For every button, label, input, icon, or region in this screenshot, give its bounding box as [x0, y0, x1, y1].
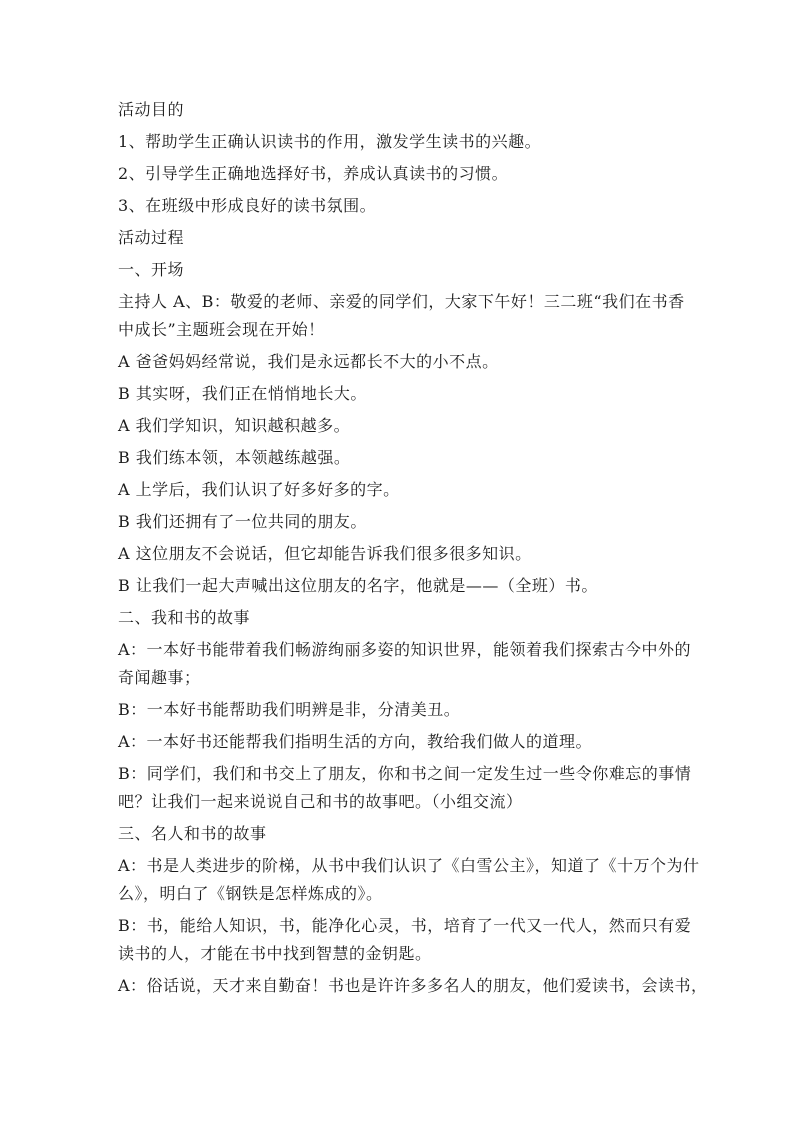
text-line: 么》，明白了《钢铁是怎样炼成的》。	[118, 884, 383, 903]
text-line: B：书，能给人知识，书，能净化心灵，书，培育了一代又一代人，然而只有爱	[118, 916, 692, 935]
text-line: A 爸爸妈妈经常说，我们是永远都长不大的小不点。	[118, 352, 499, 371]
text-line: 活动目的	[118, 100, 185, 119]
paragraph	[118, 160, 693, 188]
text-line: A：一本好书还能帮我们指明生活的方向，教给我们做人的道理。	[118, 732, 593, 751]
text-line: B 其实呀，我们正在悄悄地长大。	[118, 384, 367, 403]
text-line: 中成长”主题班会现在开始！	[118, 320, 325, 339]
paragraph	[118, 572, 693, 600]
text-line: 主持人 A、B：敬爱的老师、亲爱的同学们，大家下午好！三二班“我们在书香	[118, 292, 685, 311]
paragraph	[118, 288, 693, 344]
text-line: A：俗话说，天才来自勤奋！书也是许许多多名人的朋友，他们爱读书，会读书，	[118, 976, 708, 995]
text-line: 2、引导学生正确地选择好书，养成认真读书的习惯。	[118, 164, 509, 183]
text-line: B：同学们，我们和书交上了朋友，你和书之间一定发生过一些令你难忘的事情	[118, 764, 692, 783]
text-line: 1、帮助学生正确认识读书的作用，激发学生读书的兴趣。	[118, 132, 542, 151]
text-line: B 我们练本领，本领越练越强。	[118, 448, 351, 467]
paragraph	[118, 760, 693, 816]
paragraph	[118, 728, 693, 756]
paragraph	[118, 972, 708, 1000]
text-line: 3、在班级中形成良好的读书氛围。	[118, 196, 377, 215]
document-content	[118, 96, 708, 1000]
paragraph	[118, 508, 693, 536]
paragraph	[118, 696, 693, 724]
text-line: B：一本好书能帮助我们明辨是非，分清美丑。	[118, 700, 461, 719]
paragraph	[118, 444, 693, 472]
text-line: 奇闻趣事；	[118, 668, 201, 687]
text-line: 三、名人和书的故事	[118, 824, 267, 843]
text-line: B 让我们一起大声喊出这位朋友的名字，他就是——（全班）书。	[118, 576, 598, 595]
paragraph	[118, 540, 693, 568]
paragraph	[118, 224, 693, 252]
text-line: 吧？让我们一起来说说自己和书的故事吧。（小组交流）	[118, 792, 523, 811]
paragraph	[118, 912, 693, 968]
paragraph	[118, 820, 693, 848]
text-line: A 我们学知识，知识越积越多。	[118, 416, 351, 435]
paragraph	[118, 476, 693, 504]
text-line: 读书的人，才能在书中找到智慧的金钥匙。	[118, 944, 432, 963]
paragraph	[118, 636, 693, 692]
text-line: B 我们还拥有了一位共同的朋友。	[118, 512, 367, 531]
paragraph	[118, 604, 693, 632]
paragraph	[118, 128, 693, 156]
text-line: 一、开场	[118, 260, 185, 279]
paragraph	[118, 256, 693, 284]
text-line: A 上学后，我们认识了好多好多的字。	[118, 480, 400, 499]
paragraph	[118, 192, 693, 220]
paragraph	[118, 96, 693, 124]
paragraph	[118, 380, 693, 408]
text-line: 活动过程	[118, 228, 185, 247]
paragraph	[118, 412, 693, 440]
text-line: A：一本好书能带着我们畅游绚丽多姿的知识世界，能领着我们探索古今中外的	[118, 640, 692, 659]
text-line: 二、我和书的故事	[118, 608, 251, 627]
paragraph	[118, 348, 693, 376]
text-line: A 这位朋友不会说话，但它却能告诉我们很多很多知识。	[118, 544, 532, 563]
paragraph	[118, 852, 700, 908]
text-line: A：书是人类进步的阶梯，从书中我们认识了《白雪公主》，知道了《十万个为什	[118, 856, 700, 875]
